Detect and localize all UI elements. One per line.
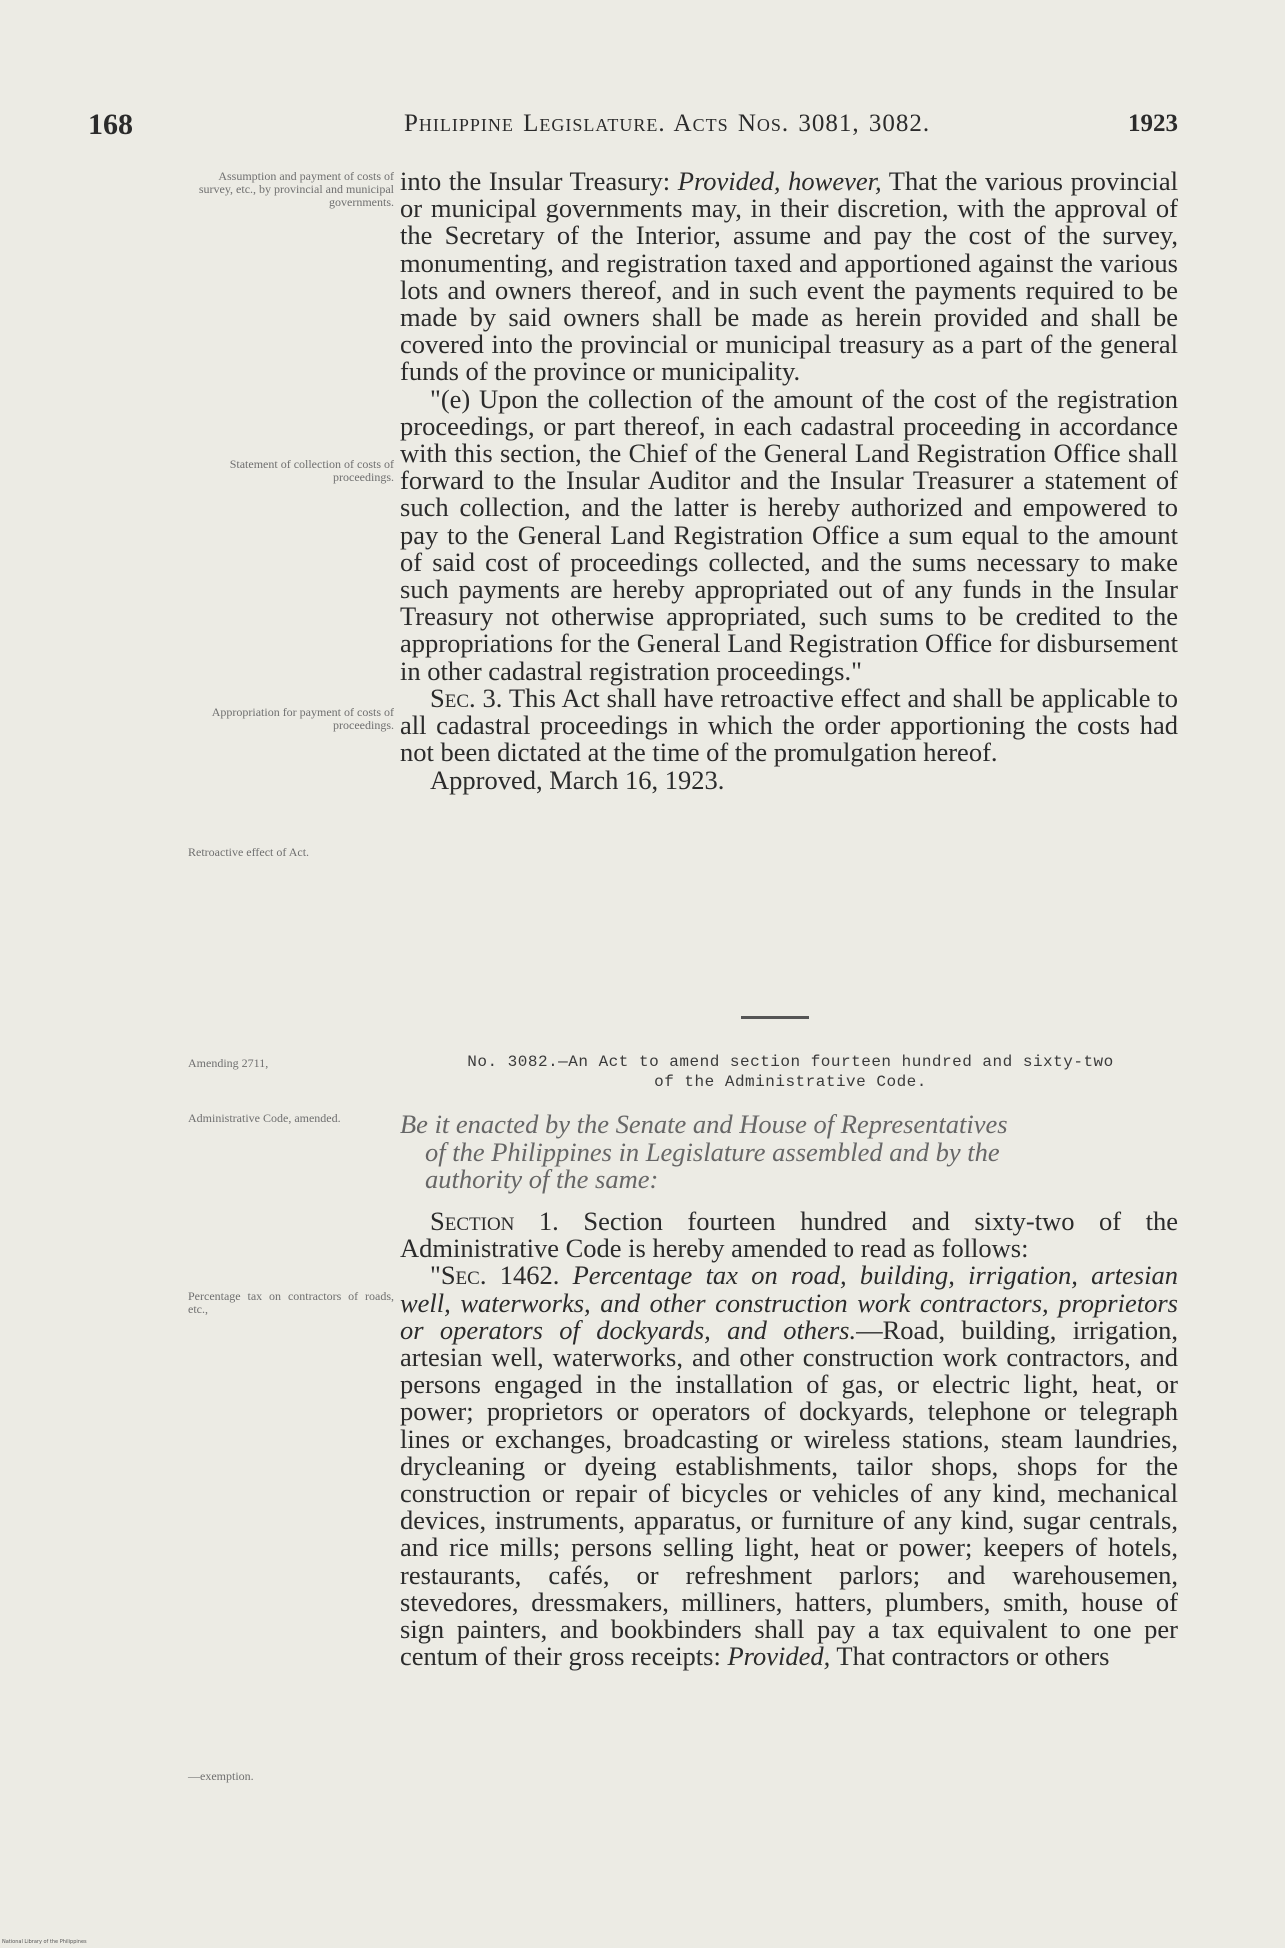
margin-note-admin-code: Administrative Code, amended.: [188, 1111, 341, 1125]
margin-note-statement: Statement of collection of costs of proceedings.: [229, 457, 394, 484]
paragraph-sec3: Sec. 3. This Act shall have retroactive effect and shall be applicable to all cadastral proceedings in which the order apportioning the costs had not been dictated at the time of the promulgation hereof.: [400, 682, 1178, 768]
footer-credit: National Library of the Philippines: [2, 1939, 87, 1945]
page-header: [88, 108, 1178, 148]
paragraph-sec1462: "Sec. 1462. Percentage tax on road, building, irrigation, artesian well, waterworks, and other construction work contractors, proprietors or operators of dockyards, and others.—Road, building, irrigation, artesian well, waterworks, and other construction work contractors, and persons engaged in the installation of gas, or electric light, heat, or power; proprietors or operators of dockyards, telephone or telegraph lines or exchanges, broadcasting or wireless stations, steam laundries, drycleaning or dyeing establishments, tailor shops, shops for the construction or repair of bicycles or vehicles of any kind, mechanical devices, instruments, apparatus, or furniture of any kind, sugar centrals, and rice mills; persons selling light, heat or power; keepers of hotels, restaurants, cafés, or refreshment parlors; and warehousemen, stevedores, dressmakers, milliners, hatters, plumbers, smith, house of sign painters, and bookbinders shall pay a tax equivalent to one per centum of their gross receipts: Provided, That contractors or others: [400, 1260, 1179, 1672]
margin-note-exemption: —exemption.: [188, 1769, 254, 1783]
margin-note-percentage-tax: Percentage tax on contractors of roads, etc.,: [188, 1289, 394, 1316]
body-text-act-3081: [400, 168, 1178, 795]
enacting-clause: Be it enacted by the Senate and House of Representatives of the Philippines in Legislature assembled and by the authority of the same:: [400, 1109, 1008, 1194]
section-divider: [741, 1016, 809, 1019]
paragraph-e: "(e) Upon the collection of the amount of the cost of the registration proceedings, or part thereof, in each cadastral proceeding in accordance with this section, the Chief of the General Land Registration Office shall forward to the Insular Auditor and the Insular Treasurer a statement of such collection, and the latter is hereby authorized and empowered to pay to the General Land Registration Office a sum equal to the amount of said cost of proceedings collected, and the sums necessary to make such payments are hereby appropriated out of any funds in the Insular Treasury not otherwise appropriated, such sums to be credited to the appropriations for the General Land Registration Office for disbursement in other cadastral registration proceedings.": [400, 383, 1178, 686]
paragraph-assumption: into the Insular Treasury: Provided, however, That the various provincial or municipal governments may, in their discretion, with the approval of the Secretary of the Interior, assume and pay the cost of the survey, monumenting, and registration taxed and apportioned against the various lots and owners thereof, and in such event the payments required to be made by said owners shall be made as herein provided and shall be covered into the provincial or municipal treasury as a part of the general funds of the province or municipality.: [400, 166, 1179, 387]
approved-date: Approved, March 16, 1923.: [430, 765, 725, 796]
act-3082-title: No. 3082.—An Act to amend section fourteen hundred and sixty-two of the Administrative Code.: [467, 1053, 1114, 1091]
margin-note-retroactive: Retroactive effect of Act.: [188, 845, 310, 859]
margin-note-amending: Amending 2711,: [188, 1056, 269, 1070]
margin-note-appropriation: Appropriation for payment of costs of proceedings.: [211, 705, 394, 732]
page-number: 168: [88, 108, 133, 141]
margin-note-assumption: Assumption and payment of costs of survey, etc., by provincial and municipal governments.: [198, 169, 394, 209]
paragraph-section1: Section 1. Section fourteen hundred and sixty-two of the Administrative Code is hereby amended to read as follows:: [400, 1206, 1178, 1264]
header-year: 1923: [1128, 110, 1178, 137]
running-title: Philippine Legislature. Acts Nos. 3081, 3082.: [404, 110, 931, 137]
body-text-act-3082: [400, 1208, 1178, 1670]
